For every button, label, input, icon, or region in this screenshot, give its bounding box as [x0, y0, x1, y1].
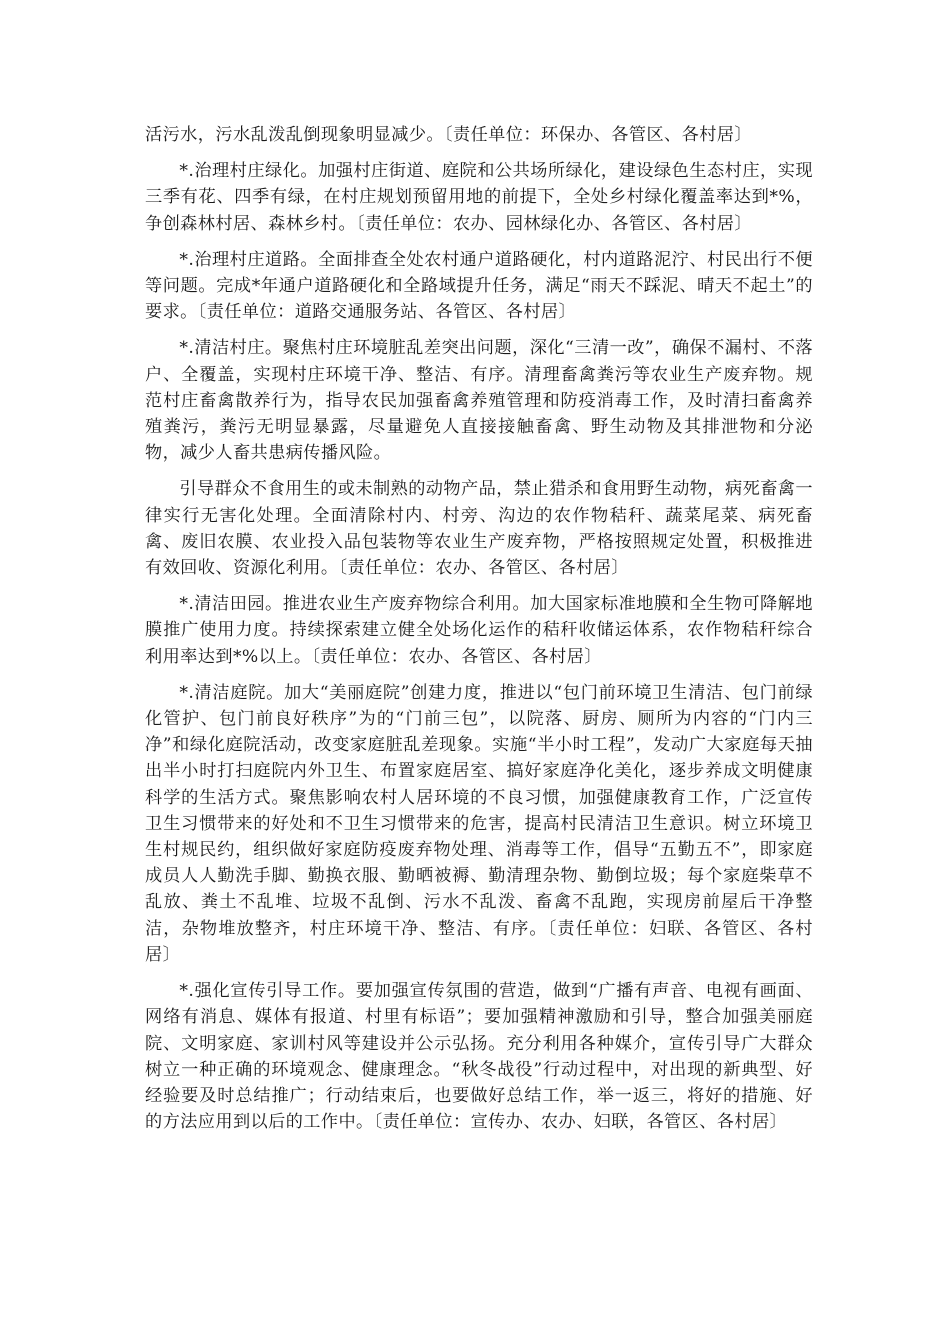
paragraph-clean-village: *.清洁村庄。聚焦村庄环境脏乱差突出问题，深化“三清一改”，确保不漏村、不落户、全覆盖，实现村庄环境干净、整洁、有序。清理畜禽粪污等农业生产废弃物。规范村庄畜禽散养行为，指导农民加强畜禽养殖管理和防疫消毒工作，及时清扫畜禽养殖粪污，粪污无明显暴露，尽量避免人直接接触畜禽、野生动物及其排泄物和分泌物，减少人畜共患病传播风险。 [145, 338, 813, 464]
paragraph-guide-public: 引导群众不食用生的或未制熟的动物产品，禁止猎杀和食用野生动物，病死畜禽一律实行无害化处理。全面清除村内、村旁、沟边的农作物秸秆、蔬菜尾菜、病死畜禽、废旧农膜、农业投入品包装物等农业生产废弃物，严格按照规定处置，积极推进有效回收、资源化利用。〔责任单位：农办、各管区、各村居〕 [145, 479, 813, 579]
paragraph-publicity: *.强化宣传引导工作。要加强宣传氛围的营造，做到“广播有声音、电视有画面、网络有消息、媒体有报道、村里有标语”；要加强精神激励和引导，整合加强美丽庭院、文明家庭、家训村风等建设并公示弘扬。充分利用各种媒介，宣传引导广大群众树立一种正确的环境观念、健康理念。“秋冬战役”行动过程中，对出现的新典型、好经验要及时总结推广；行动结束后，也要做好总结工作，举一返三，将好的措施、好的方法应用到以后的工作中。〔责任单位：宣传办、农办、妇联，各管区、各村居〕 [145, 981, 813, 1133]
paragraph-village-greening: *.治理村庄绿化。加强村庄街道、庭院和公共场所绿化，建设绿色生态村庄，实现三季有花、四季有绿，在村庄规划预留用地的前提下，全处乡村绿化覆盖率达到*%，争创森林村居、森林乡村。〔责任单位：农办、园林绿化办、各管区、各村居〕 [145, 161, 813, 234]
paragraph-clean-fields: *.清洁田园。推进农业生产废弃物综合利用。加大国家标准地膜和全生物可降解地膜推广使用力度。持续探索建立健全处场化运作的秸秆收储运体系，农作物秸秆综合利用率达到*%以上。〔责任单位：农办、各管区、各村居〕 [145, 594, 813, 667]
paragraph-domestic-sewage: 活污水，污水乱泼乱倒现象明显减少。〔责任单位：环保办、各管区、各村居〕 [145, 125, 752, 145]
document-page [145, 122, 813, 1145]
paragraph-village-roads: *.治理村庄道路。全面排查全处农村通户道路硬化，村内道路泥泞、村民出行不便等问题。完成*年通户道路硬化和全路域提升任务，满足“雨天不踩泥、晴天不起土”的要求。〔责任单位：道路交通服务站、各管区、各村居〕 [145, 249, 813, 323]
paragraph-clean-courtyards: *.清洁庭院。加大“美丽庭院”创建力度，推进以“包门前环境卫生清洁、包门前绿化管护、包门前良好秩序”为的“门前三包”，以院落、厨房、厕所为内容的“门内三净”和绿化庭院活动，改变家庭脏乱差现象。实施“半小时工程”，发动广大家庭每天抽出半小时打扫庭院内外卫生、布置家庭居室、搞好家庭净化美化，逐步养成文明健康科学的生活方式。聚焦影响农村人居环境的不良习惯，加强健康教育工作，广泛宣传卫生习惯带来的好处和不卫生习惯带来的危害，提高村民清洁卫生意识。树立环境卫生村规民约，组织做好家庭防疫废弃物处理、消毒等工作，倡导“五勤五不”，即家庭成员人人勤洗手脚、勤换衣服、勤晒被褥、勤清理杂物、勤倒垃圾；每个家庭柴草不乱放、粪土不乱堆、垃圾不乱倒、污水不乱泼、畜禽不乱跑，实现房前屋后干净整洁，杂物堆放整齐，村庄环境干净、整洁、有序。〔责任单位：妇联、各管区、各村居〕 [145, 682, 813, 965]
